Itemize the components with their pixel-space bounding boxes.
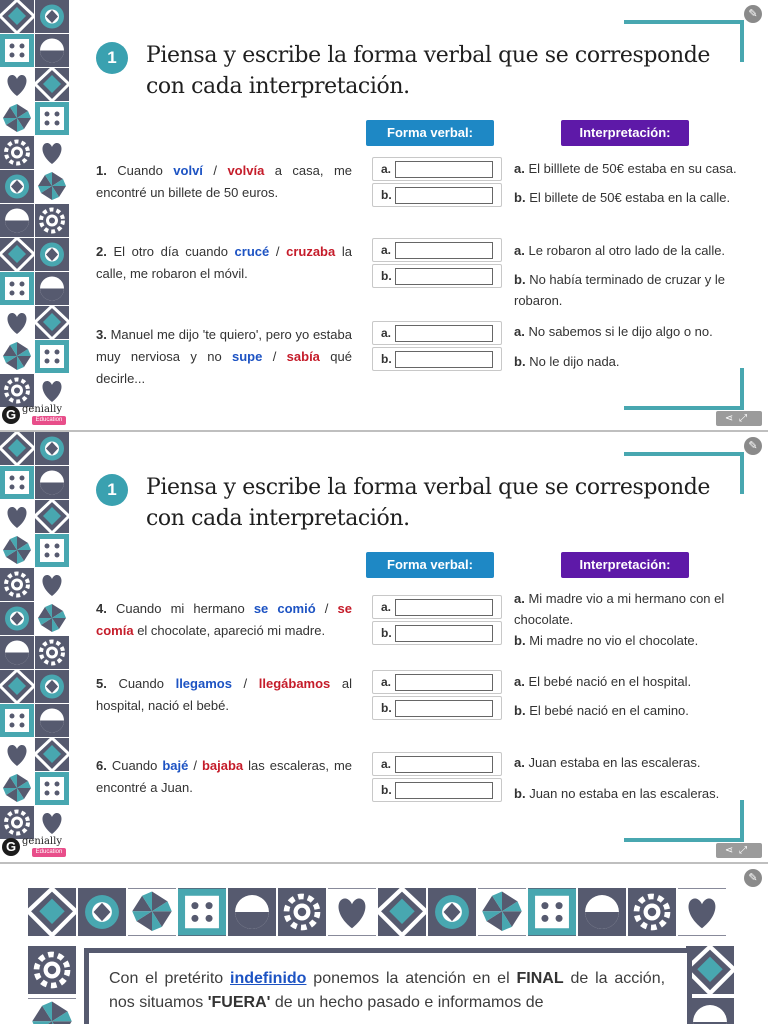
decor-tile <box>35 772 69 805</box>
decor-tile <box>0 204 34 237</box>
answer-5a-input[interactable] <box>395 674 493 691</box>
info-text: Con el pretérito indefinido ponemos la atención en el FINAL de la acción, nos situamos 'FUERA' de un hecho pasado e informamos de <box>109 970 666 1011</box>
answer-4b: b. <box>372 621 502 645</box>
decor-frame-bottom <box>624 800 744 842</box>
answer-3a: a. <box>372 321 502 345</box>
decor-tile <box>0 374 34 407</box>
edit-icon[interactable]: ✎ <box>744 5 762 23</box>
tile-left <box>28 946 76 994</box>
interp-4b: b. Mi madre no vio el chocolate. <box>514 633 699 648</box>
decor-tile <box>0 636 34 669</box>
interp-3b: b. No le dijo nada. <box>514 354 620 369</box>
answer-5a: a. <box>372 670 502 694</box>
answer-5b-input[interactable] <box>395 700 493 717</box>
decor-tile <box>35 432 69 465</box>
decor-tile <box>0 568 34 601</box>
decor-tile <box>35 238 69 271</box>
decor-tile <box>0 534 34 567</box>
exercise-title: Piensa y escribe la forma verbal que se corresponde con cada interpretación. <box>146 475 711 531</box>
decor-tile <box>35 374 69 407</box>
decor-tile <box>0 34 34 67</box>
genially-g-icon: G <box>2 406 20 424</box>
slide-1 <box>0 0 768 432</box>
decor-tile <box>0 136 34 169</box>
decor-tile <box>0 704 34 737</box>
question-1: 1. Cuando volví / volvía a casa, me encontré un billete de 50 euros. <box>96 163 353 200</box>
answer-1a: a. <box>372 157 502 181</box>
decor-tile <box>35 500 69 533</box>
decor-tile <box>35 170 69 203</box>
decor-tile <box>35 704 69 737</box>
tile-row <box>28 888 738 938</box>
decor-tile <box>178 888 226 936</box>
decor-tile <box>35 738 69 771</box>
answer-1b-input[interactable] <box>395 187 493 204</box>
decor-tile <box>0 306 34 339</box>
answer-2a: a. <box>372 238 502 262</box>
header-interpretacion: Interpretación: <box>561 120 689 146</box>
tile-right-2 <box>686 998 734 1024</box>
answer-4b-input[interactable] <box>395 625 493 642</box>
interp-1a: a. El billlete de 50€ estaba en su casa. <box>514 161 737 176</box>
answer-2b-input[interactable] <box>395 268 493 285</box>
exercise-number-badge: 1 <box>96 474 128 506</box>
decor-tile <box>0 432 34 465</box>
answer-2b: b. <box>372 264 502 288</box>
slide-2 <box>0 432 768 864</box>
decor-tile <box>35 306 69 339</box>
decor-tile <box>28 888 76 936</box>
answer-3b: b. <box>372 347 502 371</box>
genially-logo: G genially Education <box>2 404 66 426</box>
question-5: 5. Cuando llegamos / llegábamos al hospital, nació el bebé. <box>96 676 352 713</box>
question-2: 2. El otro día cuando crucé / cruzaba la calle, me robaron el móvil. <box>96 244 352 281</box>
answer-6a: a. <box>372 752 502 776</box>
question-4: 4. Cuando mi hermano se comió / se comía el chocolate, apareció mi madre. <box>96 601 352 638</box>
decor-tile <box>228 888 276 936</box>
answer-3a-input[interactable] <box>395 325 493 342</box>
interp-2a: a. Le robaron al otro lado de la calle. <box>514 243 726 258</box>
decor-tile <box>35 340 69 373</box>
interp-2b: b. No había terminado de cruzar y le robaron. <box>514 272 726 308</box>
decor-frame-bottom <box>624 368 744 410</box>
edit-icon[interactable]: ✎ <box>744 437 762 455</box>
decor-tile <box>328 888 376 936</box>
answer-2a-input[interactable] <box>395 242 493 259</box>
decor-tile <box>578 888 626 936</box>
question-3: 3. Manuel me dijo 'te quiero', pero yo estaba muy nerviosa y no supe / sabía qué decirle... <box>96 327 352 386</box>
decor-tile <box>0 238 34 271</box>
decor-tile <box>35 204 69 237</box>
decor-tile <box>0 602 34 635</box>
decor-tile <box>428 888 476 936</box>
genially-logo: G genially Education <box>2 836 66 858</box>
interp-5b: b. El bebé nació en el camino. <box>514 703 689 718</box>
decor-tile <box>35 806 69 839</box>
decor-tile <box>478 888 526 936</box>
decor-tile <box>628 888 676 936</box>
decor-tile <box>35 102 69 135</box>
decor-tile <box>0 0 34 33</box>
slide-3 <box>0 864 768 1024</box>
share-fullscreen-bar[interactable]: ⋖⤢ <box>716 843 762 858</box>
decor-tile <box>0 170 34 203</box>
header-forma-verbal: Forma verbal: <box>366 552 494 578</box>
share-fullscreen-bar[interactable]: ⋖⤢ <box>716 411 762 426</box>
decor-tile <box>0 68 34 101</box>
genially-g-icon: G <box>2 838 20 856</box>
answer-4a-input[interactable] <box>395 599 493 616</box>
header-forma-verbal: Forma verbal: <box>366 120 494 146</box>
tile-left-2 <box>28 998 76 1024</box>
answer-5b: b. <box>372 696 502 720</box>
tile-right <box>686 946 734 994</box>
decor-tile <box>35 534 69 567</box>
decor-tile <box>35 636 69 669</box>
header-interpretacion: Interpretación: <box>561 552 689 578</box>
interp-3a: a. No sabemos si le dijo algo o no. <box>514 324 713 339</box>
exercise-number-badge: 1 <box>96 42 128 74</box>
decor-tile <box>0 772 34 805</box>
interp-5a: a. El bebé nació en el hospital. <box>514 674 692 689</box>
decor-tile <box>128 888 176 936</box>
decor-tile <box>378 888 426 936</box>
decor-tile <box>528 888 576 936</box>
decor-tile <box>35 68 69 101</box>
info-box <box>84 948 692 1024</box>
interp-1b: b. El billete de 50€ estaba en la calle. <box>514 190 731 205</box>
decor-tile <box>0 738 34 771</box>
decor-tile <box>35 34 69 67</box>
decor-tile <box>0 806 34 839</box>
decor-tile <box>35 272 69 305</box>
answer-1a-input[interactable] <box>395 161 493 178</box>
interp-6a: a. Juan estaba en las escaleras. <box>514 755 701 770</box>
interp-4a: a. Mi madre vio a mi hermano con el chocolate. <box>514 591 725 627</box>
interp-6b: b. Juan no estaba en las escaleras. <box>514 786 720 801</box>
edit-icon[interactable]: ✎ <box>744 869 762 887</box>
decor-tile <box>0 272 34 305</box>
decor-tile <box>35 136 69 169</box>
answer-6b: b. <box>372 778 502 802</box>
answer-6b-input[interactable] <box>395 782 493 799</box>
decor-tile <box>35 602 69 635</box>
decor-tile <box>0 500 34 533</box>
answer-3b-input[interactable] <box>395 351 493 368</box>
answer-1b: b. <box>372 183 502 207</box>
decor-tile <box>0 340 34 373</box>
decor-tile <box>0 670 34 703</box>
decor-tile <box>0 102 34 135</box>
question-6: 6. Cuando bajé / bajaba las escaleras, me encontré a Juan. <box>96 758 353 795</box>
answer-4a: a. <box>372 595 502 619</box>
exercise-title: Piensa y escribe la forma verbal que se corresponde con cada interpretación. <box>146 43 711 99</box>
decor-tile <box>0 466 34 499</box>
decor-tile <box>35 568 69 601</box>
decor-tile <box>35 466 69 499</box>
decor-tile <box>78 888 126 936</box>
decor-tile <box>35 670 69 703</box>
decor-tile <box>678 888 726 936</box>
decor-tile <box>278 888 326 936</box>
decor-tile <box>35 0 69 33</box>
answer-6a-input[interactable] <box>395 756 493 773</box>
